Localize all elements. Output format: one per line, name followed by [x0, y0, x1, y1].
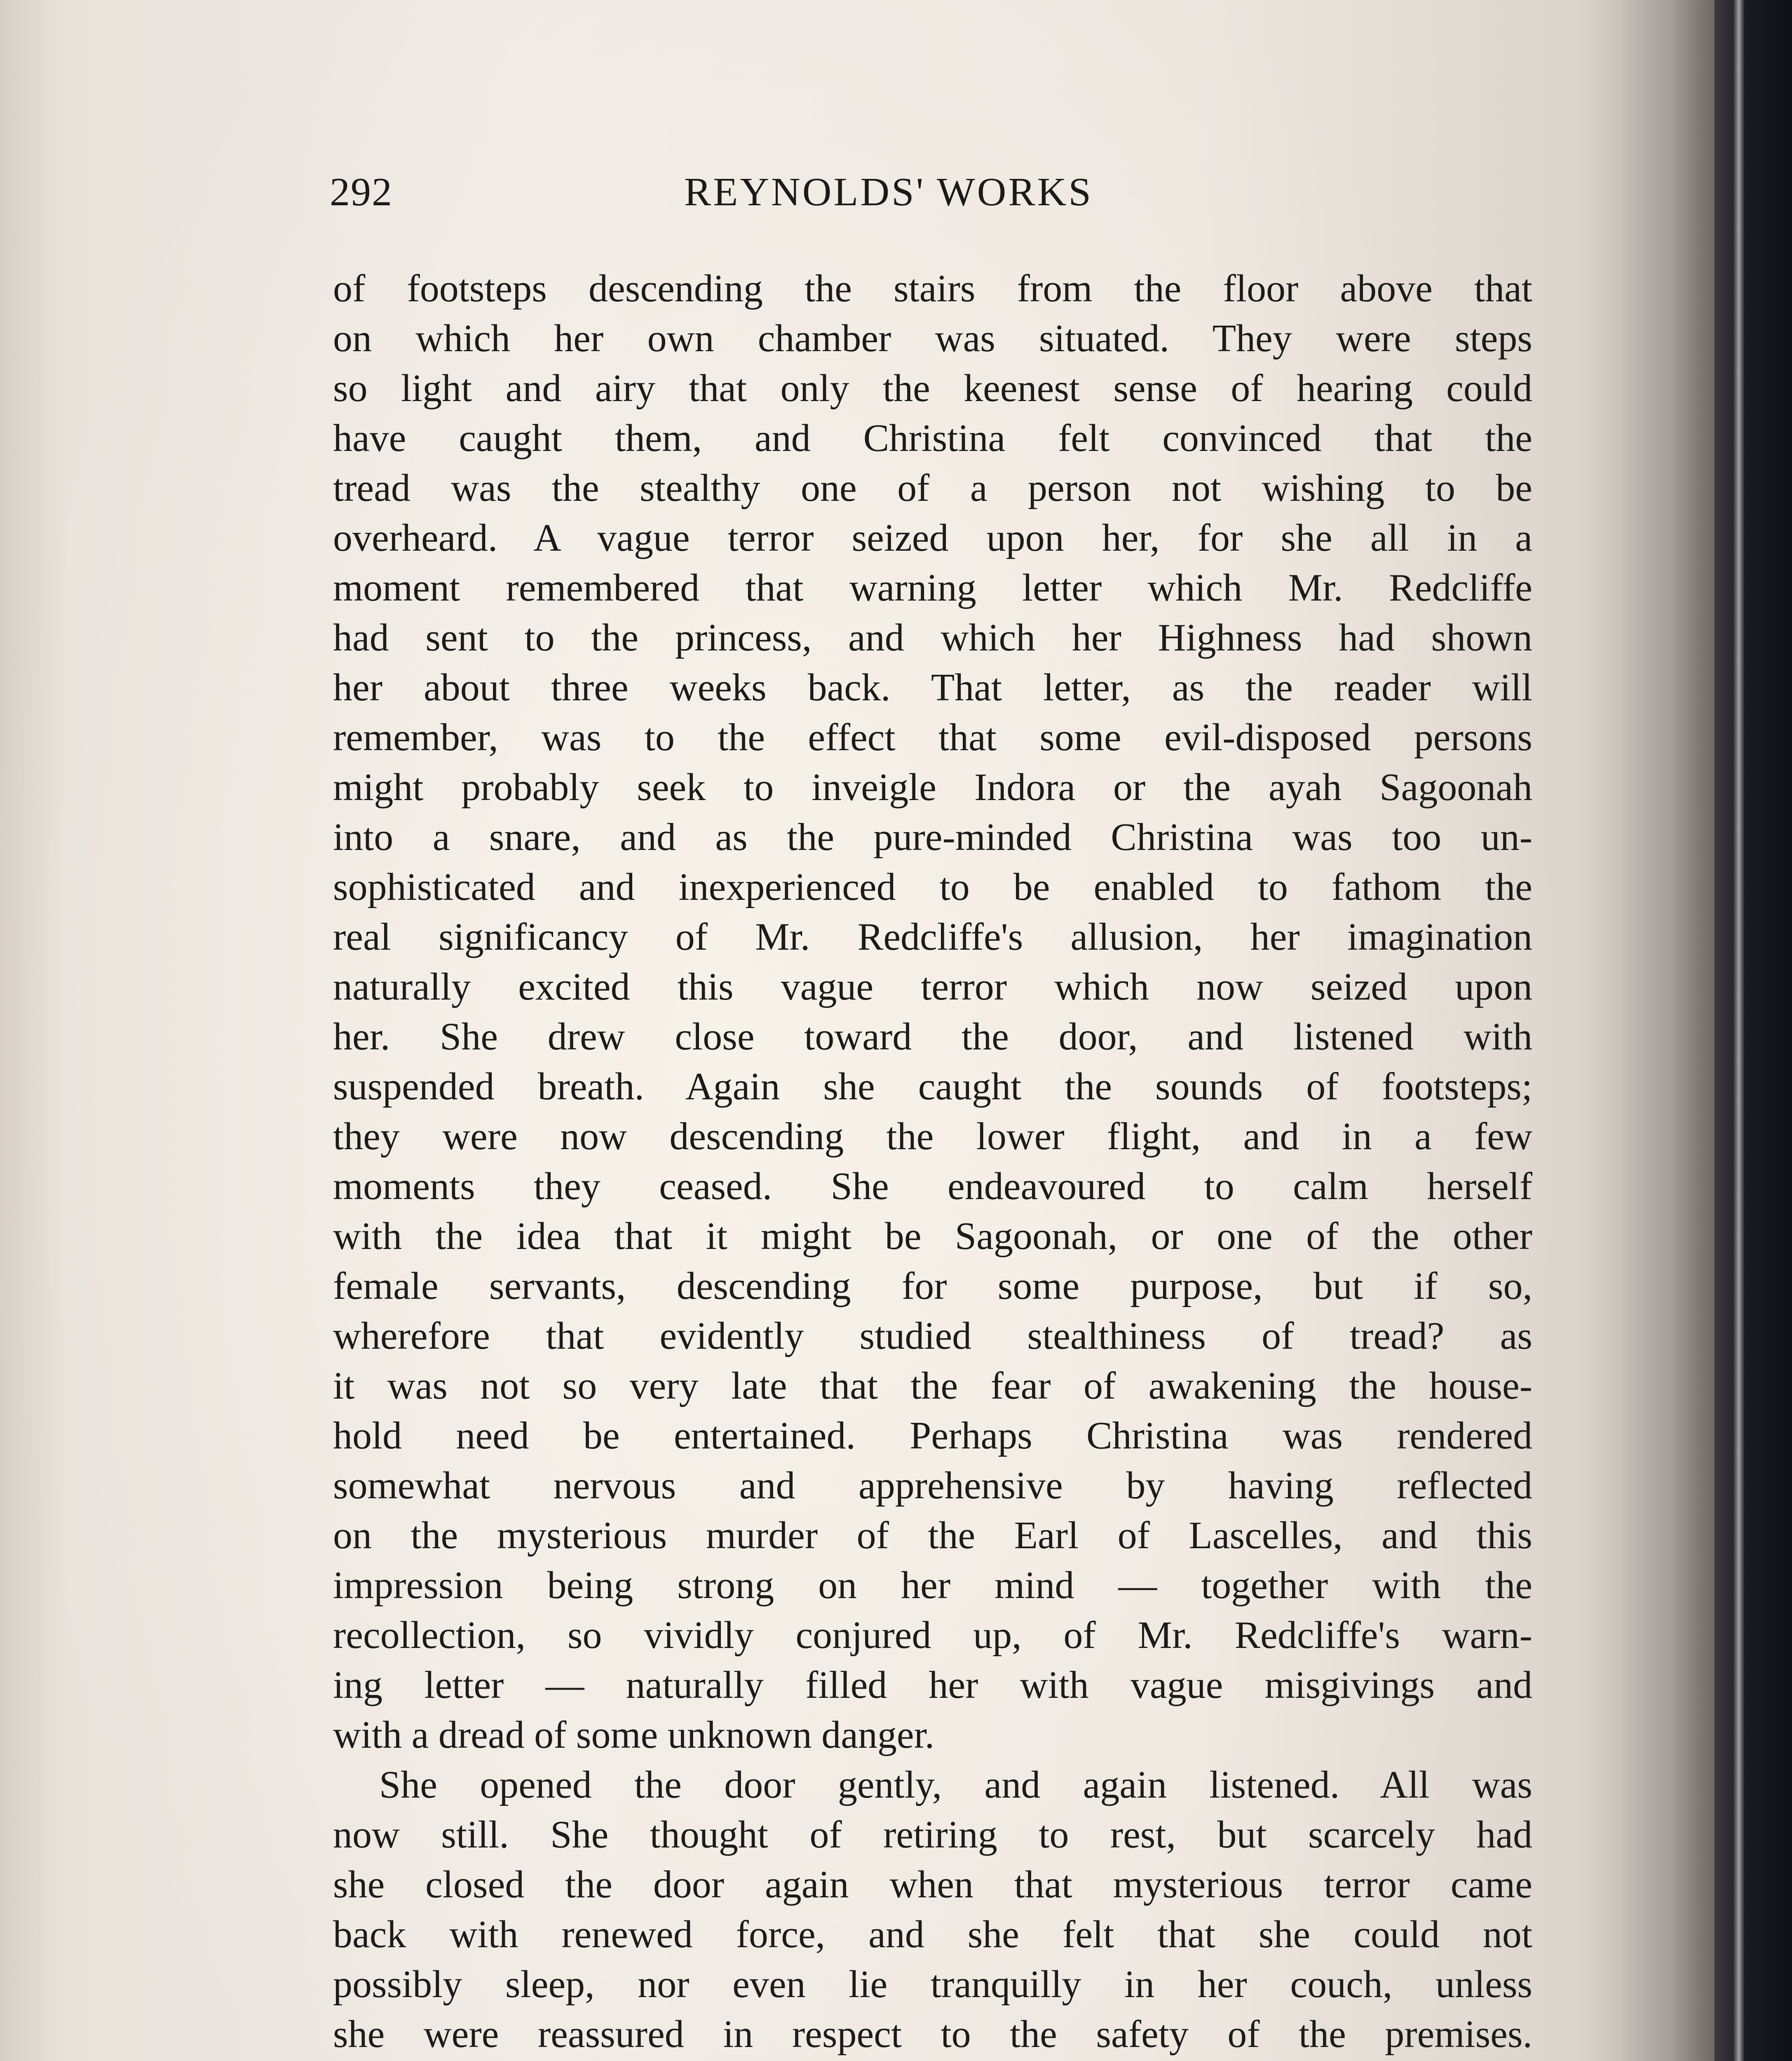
text-line: so light and airy that only the keenest sense of hearing could [333, 367, 1532, 410]
text-line: into a snare, and as the pure-minded Christina was too un- [333, 816, 1532, 859]
text-line: had sent to the princess, and which her Highness had shown [333, 616, 1532, 659]
text-line: she closed the door again when that mysterious terror came [333, 1863, 1532, 1906]
binding-edge-highlight [1733, 0, 1745, 2061]
text-line: might probably seek to inveigle Indora or the ayah Sagoonah [333, 766, 1532, 809]
text-line: sophisticated and inexperienced to be enabled to fathom the [333, 866, 1532, 908]
paragraph-1 [333, 264, 1532, 1760]
binding-edge [1715, 0, 1792, 2061]
page-number: 292 [330, 170, 393, 214]
text-line: it was not so very late that the fear of awakening the house- [333, 1364, 1532, 1407]
text-line: they were now descending the lower flight, and in a few [333, 1115, 1532, 1158]
text-line: hold need be entertained. Perhaps Christina was rendered [333, 1414, 1532, 1457]
text-line: of footsteps descending the stairs from the floor above that [333, 267, 1532, 310]
text-line: with a dread of some unknown danger. [333, 1714, 935, 1756]
text-line: She opened the door gently, and again listened. All was [379, 1763, 1532, 1806]
text-line: ing letter — naturally filled her with vague misgivings and [333, 1664, 1532, 1707]
text-line: on the mysterious murder of the Earl of Lascelles, and this [333, 1514, 1532, 1557]
text-line: somewhat nervous and apprehensive by having reflected [333, 1464, 1532, 1507]
page-header [330, 169, 1175, 227]
text-line: she were reassured in respect to the safety of the premises. [333, 2013, 1532, 2056]
text-line: possibly sleep, nor even lie tranquilly in her couch, unless [333, 1963, 1532, 2006]
text-line: impression being strong on her mind — together with the [333, 1564, 1532, 1607]
text-line: overheard. A vague terror seized upon her, for she all in a [333, 516, 1532, 559]
text-line: have caught them, and Christina felt convinced that the [333, 417, 1532, 460]
text-line: her. She drew close toward the door, and listened with [333, 1015, 1532, 1058]
page-gutter-shadow [1620, 0, 1715, 2061]
text-line: recollection, so vividly conjured up, of Mr. Redcliffe's warn- [333, 1614, 1532, 1657]
text-line: back with renewed force, and she felt that she could not [333, 1913, 1532, 1956]
text-line: remember, was to the effect that some evil-disposed persons [333, 716, 1532, 759]
text-line: naturally excited this vague terror which now seized upon [333, 965, 1532, 1008]
text-line [333, 2059, 1532, 2061]
text-line: her about three weeks back. That letter, as the reader will [333, 666, 1532, 709]
text-line: on which her own chamber was situated. They were steps [333, 317, 1532, 360]
text-line: wherefore that evidently studied stealthiness of tread? as [333, 1315, 1532, 1357]
text-line: moments they ceased. She endeavoured to calm herself [333, 1165, 1532, 1208]
running-head: REYNOLDS' WORKS [684, 170, 1093, 214]
text-line: now still. She thought of retiring to rest, but scarcely had [333, 1813, 1532, 1856]
body-text [333, 264, 1532, 2061]
text-line: with the idea that it might be Sagoonah, or one of the other [333, 1215, 1532, 1258]
text-line: female servants, descending for some purpose, but if so, [333, 1265, 1532, 1307]
paragraph-2 [333, 1760, 1532, 2061]
text-line: tread was the stealthy one of a person not wishing to be [333, 467, 1532, 509]
text-line: moment remembered that warning letter which Mr. Redcliffe [333, 566, 1532, 609]
text-line: suspended breath. Again she caught the sounds of footsteps; [333, 1065, 1532, 1108]
text-line: real significancy of Mr. Redcliffe's allusion, her imagination [333, 915, 1532, 958]
